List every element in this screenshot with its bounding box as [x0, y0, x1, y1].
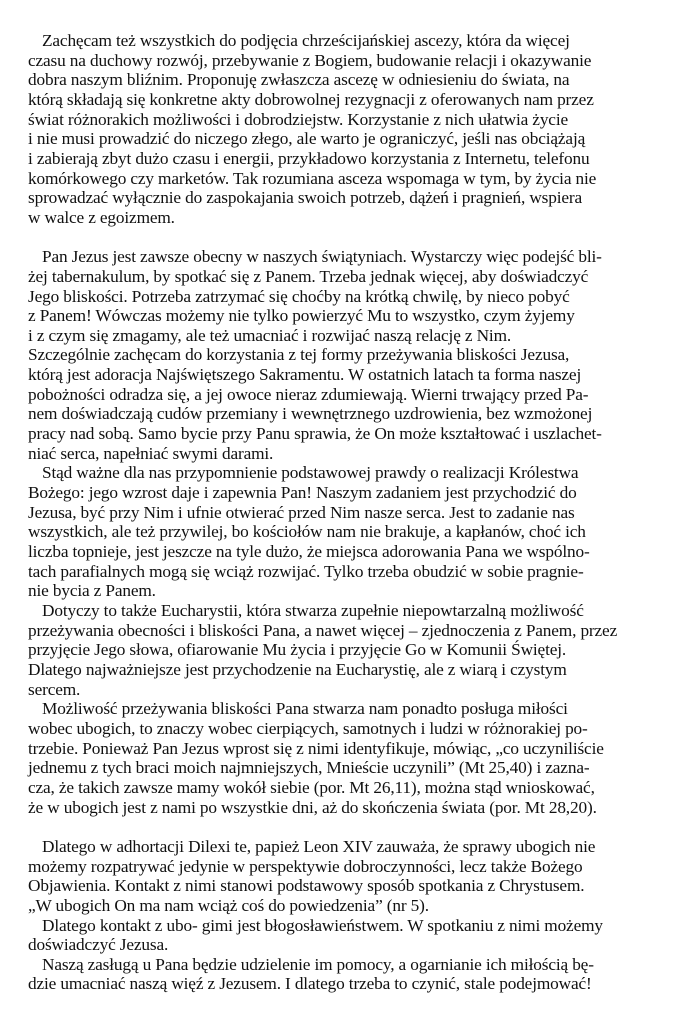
text-line: Jego bliskości. Potrzeba zatrzymać się choćby na krótką chwilę, by nieco pobyć: [28, 286, 570, 306]
text-line: nie bycia z Panem.: [28, 581, 156, 601]
text-line: liczba topnieje, jest jeszcze na tyle dużo, że miejsca adorowania Pana we wspólno-: [28, 542, 590, 562]
text-line: żej tabernakulum, by spotkać się z Panem. Trzeba jednak więcej, aby doświadczyć: [28, 266, 589, 286]
text-block-dilexi-te: [28, 837, 668, 994]
text-line: którą składają się konkretne akty dobrowolnej rezygnacji z oferowanych nam przez: [28, 89, 594, 109]
text-line: sprowadzać wyłącznie do zaspokajania swoich potrzeb, dążeń i pragnień, wspiera: [28, 188, 583, 208]
text-line: w walce z egoizmem.: [28, 207, 175, 227]
text-line: Objawienia. Kontakt z nimi stanowi podstawowy sposób spotkania z Chrystusem.: [28, 876, 585, 896]
text-line: cza, że takich zawsze mamy wokół siebie (por. Mt 26,11), można stąd wnioskować,: [28, 777, 595, 797]
text-line: doświadczyć Jezusa.: [28, 935, 169, 955]
text-block-presence-of-jesus: [28, 247, 668, 817]
text-line: wszystkich, ale też przywilej, bo kościołów nam nie brakuje, a kapłanów, choć ich: [28, 522, 586, 542]
text-line: świat różnorakich możliwości i dobrodziejstw. Korzystanie z nich ułatwia życie: [28, 109, 569, 129]
text-line: przyjęcie Jego słowa, ofiarowanie Mu życia i przyjęcie Go w Komunii Świętej.: [28, 640, 567, 660]
text-block-asceticism: [28, 31, 668, 228]
text-line: Szczególnie zachęcam do korzystania z tej formy przeżywania bliskości Jezusa,: [28, 345, 570, 365]
text-line: Pan Jezus jest zawsze obecny w naszych świątyniach. Wystarczy więc podejść bli-: [42, 247, 602, 267]
text-line: dobra naszym bliźnim. Proponuję zwłaszcza ascezę w odniesieniu do świata, na: [28, 70, 570, 90]
text-line: trzebie. Ponieważ Pan Jezus wprost się z nimi identyfikuje, mówiąc, „co uczyniliście: [28, 738, 604, 758]
text-line: tach parafialnych mogą się wciąż rozwijać. Tylko trzeba obudzić w sobie pragnie-: [28, 561, 584, 581]
text-line: z Panem! Wówczas możemy nie tylko powierzyć Mu to wszystko, czym żyjemy: [28, 306, 575, 326]
text-line: że w ubogich jest z nami po wszystkie dni, aż do skończenia świata (por. Mt 28,20).: [28, 797, 597, 817]
text-line: Naszą zasługą u Pana będzie udzielenie im pomocy, a ogarnianie ich miłością bę-: [42, 954, 594, 974]
text-line: możemy rozpatrywać jedynie w perspektywie dobroczynności, lecz także Bożego: [28, 856, 583, 876]
text-line: Możliwość przeżywania bliskości Pana stwarza nam ponadto posługa miłości: [42, 699, 568, 719]
text-line: i zabierają zbyt dużo czasu i energii, przykładowo korzystania z Internetu, telefonu: [28, 148, 590, 168]
text-line: komórkowego czy marketów. Tak rozumiana asceza wspomaga w tym, by życia nie: [28, 168, 597, 188]
text-line: Dlatego w adhortacji Dilexi te, papież Leon XIV zauważa, że sprawy ubogich nie: [42, 836, 596, 856]
text-line: Bożego: jego wzrost daje i zapewnia Pan! Naszym zadaniem jest przychodzić do: [28, 483, 577, 503]
text-line: i z czym się zmagamy, ale też umacniać i rozwijać naszą relację z Nim.: [28, 325, 512, 345]
text-line: przeżywania obecności i bliskości Pana, a nawet więcej – zjednoczenia z Panem, przez: [28, 620, 618, 640]
text-line: nem doświadczają cudów przemiany i wewnętrznego uzdrowienia, bez wzmożonej: [28, 404, 593, 424]
text-line: niać serca, napełniać swymi darami.: [28, 443, 274, 463]
text-line: sercem.: [28, 679, 81, 699]
text-line: Dlatego kontakt z ubo- gimi jest błogosławieństwem. W spotkaniu z nimi możemy: [42, 915, 603, 935]
text-line: Stąd ważne dla nas przypomnienie podstawowej prawdy o realizacji Królestwa: [42, 463, 579, 483]
text-line: czasu na duchowy rozwój, przebywanie z Bogiem, budowanie relacji i okazywanie: [28, 50, 592, 70]
text-line: którą jest adoracja Najświętszego Sakramentu. W ostatnich latach ta forma naszej: [28, 365, 582, 385]
text-line: Zachęcam też wszystkich do podjęcia chrześcijańskiej ascezy, która da więcej: [42, 31, 570, 50]
text-line: dzie umacniać naszą więź z Jezusem. I dlatego trzeba to czynić, stale podejmować!: [28, 974, 592, 994]
text-line: Jezusa, być przy Nim i ufnie otwierać przed Nim nasze serca. Jest to zadanie nas: [28, 502, 575, 522]
document-page: [28, 31, 668, 994]
text-line: jednemu z tych braci moich najmniejszych, Mnieście uczynili” (Mt 25,40) i zazna-: [28, 758, 590, 778]
text-line: wobec ubogich, to znaczy wobec cierpiących, samotnych i ludzi w różnorakiej po-: [28, 718, 588, 738]
text-line: pracy nad sobą. Samo bycie przy Panu sprawia, że On może kształtować i uszlachet-: [28, 424, 602, 444]
text-line: Dotyczy to także Eucharystii, która stwarza zupełnie niepowtarzalną możliwość: [42, 601, 584, 621]
text-line: Dlatego najważniejsze jest przychodzenie na Eucharystię, ale z wiarą i czystym: [28, 659, 567, 679]
text-line: i nie musi prowadzić do niczego złego, ale warto je ograniczyć, jeśli nas obciążają: [28, 129, 586, 149]
text-line: „W ubogich On ma nam wciąż coś do powiedzenia” (nr 5).: [28, 895, 429, 915]
text-line: pobożności odradza się, a jej owoce nieraz zdumiewają. Wierni trwający przed Pa-: [28, 384, 589, 404]
